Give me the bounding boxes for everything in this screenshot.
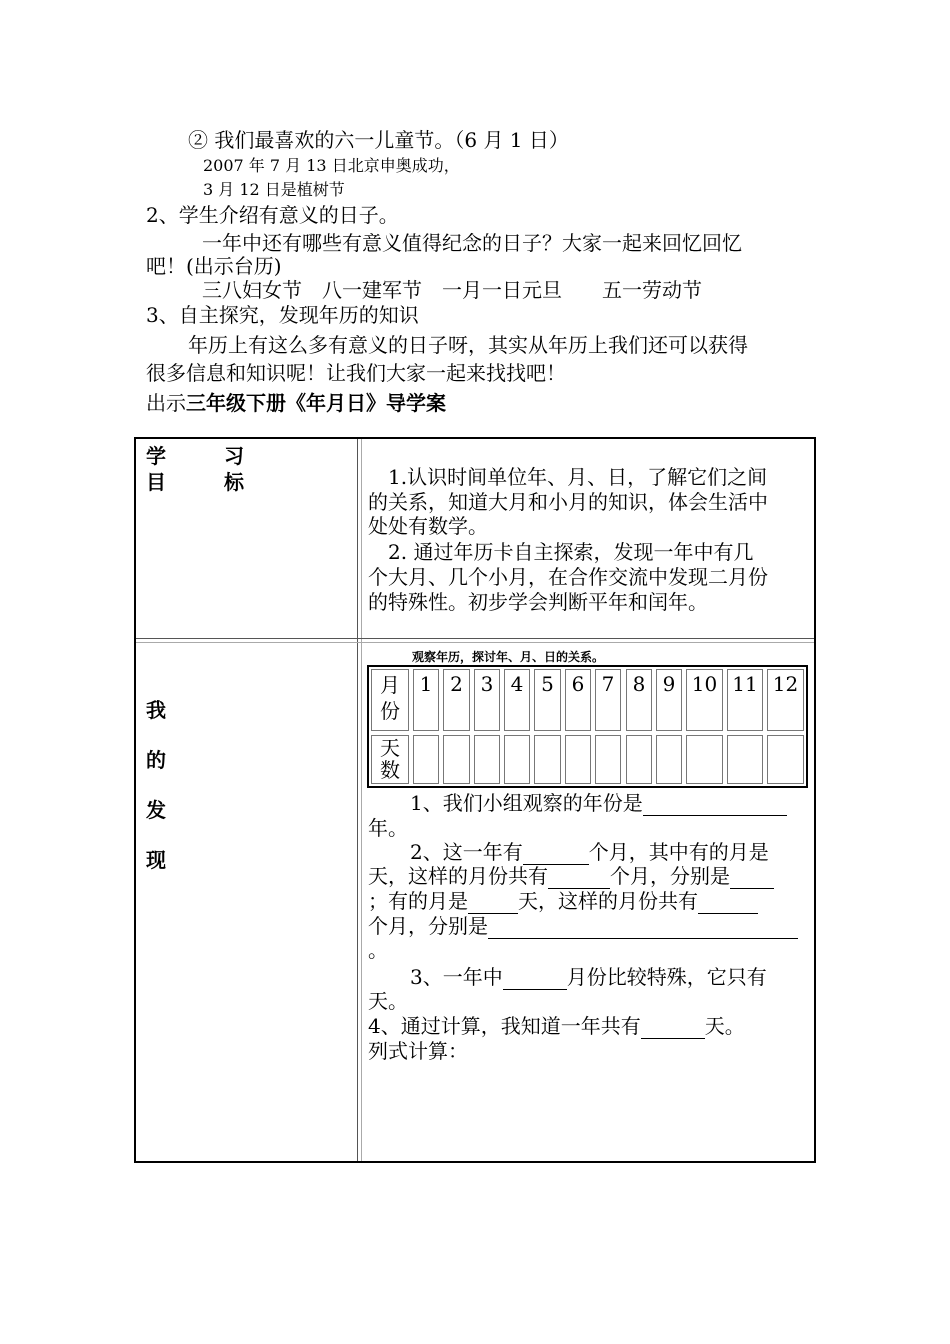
answer-blank-big-month-count[interactable] [548, 868, 610, 889]
month-header-cell [371, 669, 409, 731]
question-2-line-b [368, 863, 774, 889]
month-number-cell: 12 [767, 669, 804, 731]
month-number-cell: 8 [626, 669, 652, 731]
observe-title: 观察年历，探讨年、月、日的关系。 [412, 650, 605, 664]
intro-line-10: 很多信息和知识呢！让我们大家一起来找找吧！ [146, 361, 566, 385]
answer-blank-year-days[interactable] [641, 1018, 705, 1039]
goal-text-1b: 的关系，知道大月和小月的知识，体会生活中 [368, 490, 768, 514]
month-header-char-2: 份 [380, 699, 400, 723]
q2-text-a2: 个月，其中有的月是 [588, 840, 769, 864]
q3-text-a1: 3、一年中 [410, 965, 503, 989]
days-answer-cell[interactable] [727, 735, 763, 784]
month-number-cell: 6 [565, 669, 591, 731]
answer-blank-year[interactable] [643, 795, 787, 816]
days-answer-cell[interactable] [686, 735, 723, 784]
answer-blank-small-days[interactable] [468, 893, 518, 914]
question-4-line [368, 1013, 745, 1039]
q3-text-a2: 月份比较特殊，它只有 [566, 965, 767, 989]
days-answer-cell[interactable] [504, 735, 530, 784]
month-number-cell: 7 [595, 669, 621, 731]
question-4-calc: 列式计算： [368, 1039, 468, 1063]
intro-line-8: 3、自主探究，发现年历的知识 [146, 303, 419, 327]
q2-text-c2: 天，这样的月份共有 [518, 889, 698, 913]
intro-line-3: 3 月 12 日是植树节 [203, 180, 345, 199]
answer-blank-special-month[interactable] [503, 969, 567, 990]
q2-text-d1: 个月，分别是 [368, 914, 488, 938]
goal-text-2a: 2. 通过年历卡自主探索，发现一年中有几 [388, 540, 754, 564]
days-answer-cell[interactable] [626, 735, 652, 784]
month-header-char-1: 月 [380, 673, 400, 697]
question-1-end: 年。 [368, 816, 408, 840]
days-answer-cell[interactable] [767, 735, 804, 784]
answer-blank-month-count[interactable] [523, 844, 589, 865]
goal-label-xue: 学 [146, 444, 166, 468]
q2-text-a1: 2、这一年有 [410, 840, 523, 864]
days-header-char-1: 天 [380, 736, 400, 760]
days-answer-cell[interactable] [413, 735, 439, 784]
column-divider-double [361, 439, 362, 1161]
intro-line-1: ② 我们最喜欢的六一儿童节。（6 月 1 日） [188, 128, 569, 152]
month-number-cell: 11 [727, 669, 763, 731]
question-1-line [410, 790, 787, 816]
intro-line-2: 2007 年 7 月 13 日北京申奥成功， [203, 156, 460, 175]
days-answer-cell[interactable] [474, 735, 500, 784]
find-label-de: 的 [146, 748, 166, 772]
answer-blank-small-months[interactable] [488, 918, 798, 939]
goal-label-mu: 目 [146, 470, 166, 494]
find-label-xian: 现 [146, 848, 166, 872]
goal-text-1a: 1.认识时间单位年、月、日，了解它们之间 [388, 465, 768, 489]
month-number-cell: 4 [504, 669, 530, 731]
goal-text-2b: 个大月、几个小月，在合作交流中发现二月份 [368, 565, 768, 589]
days-answer-cell[interactable] [656, 735, 682, 784]
days-header-cell [371, 735, 409, 784]
month-number-cell: 3 [474, 669, 500, 731]
days-answer-cell[interactable] [565, 735, 591, 784]
intro-line-6: 吧！(出示台历) [146, 254, 282, 278]
goal-text-1c: 处处有数学。 [368, 514, 488, 538]
q2-text-b2: 个月，分别是 [610, 864, 730, 888]
question-1-text: 1、我们小组观察的年份是 [410, 791, 643, 815]
question-3-end: 天。 [368, 989, 408, 1013]
answer-blank-small-month-count[interactable] [698, 893, 758, 914]
question-2-line-a [410, 839, 769, 865]
intro-line-11 [146, 387, 446, 416]
intro-line-9: 年历上有这么多有意义的日子呀，其实从年历上我们还可以获得 [188, 333, 748, 357]
month-number-cell: 5 [534, 669, 561, 731]
answer-blank-big-months[interactable] [730, 868, 774, 889]
intro-line-7: 三八妇女节 八一建军节 一月一日元旦 五一劳动节 [202, 278, 702, 302]
row-divider-double [136, 642, 814, 643]
worksheet-title: 三年级下册《年月日》导学案 [186, 391, 446, 415]
row-divider [136, 638, 814, 639]
goal-label-biao: 标 [224, 470, 244, 494]
days-answer-cell[interactable] [534, 735, 561, 784]
days-answer-cell[interactable] [443, 735, 470, 784]
q4-text-1: 4、通过计算，我知道一年共有 [368, 1014, 641, 1038]
intro-prefix: 出示 [146, 391, 186, 415]
intro-line-4: 2、学生介绍有意义的日子。 [146, 203, 399, 227]
days-header-char-2: 数 [380, 758, 400, 782]
question-2-line-c [368, 888, 758, 914]
question-2-end: 。 [368, 938, 388, 962]
month-number-cell: 10 [686, 669, 723, 731]
q4-text-2: 天。 [704, 1014, 745, 1038]
goal-label-xi: 习 [224, 444, 244, 468]
goal-text-2c: 的特殊性。初步学会判断平年和闰年。 [368, 590, 708, 614]
question-2-line-d [368, 913, 798, 939]
find-label-fa: 发 [146, 798, 166, 822]
month-number-cell: 1 [413, 669, 439, 731]
month-number-cell: 9 [656, 669, 682, 731]
q2-text-b1: 天，这样的月份共有 [368, 864, 548, 888]
q2-text-c1: ；有的月是 [368, 889, 468, 913]
month-number-cell: 2 [443, 669, 470, 731]
column-divider [357, 439, 358, 1161]
question-3-line [410, 964, 767, 990]
intro-line-5: 一年中还有哪些有意义值得纪念的日子？大家一起来回忆回忆 [202, 231, 742, 255]
days-answer-cell[interactable] [595, 735, 621, 784]
find-label-wo: 我 [146, 698, 166, 722]
